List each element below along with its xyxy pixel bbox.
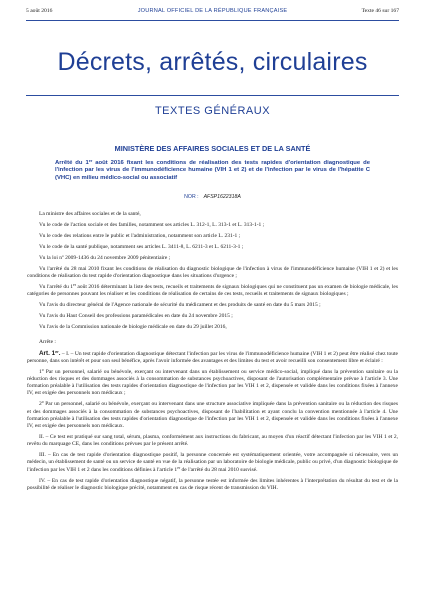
point-number: 1 xyxy=(39,368,42,375)
article-label xyxy=(39,350,60,357)
ordinal-sup: er xyxy=(177,465,181,470)
page-title: Décrets, arrêtés, circulaires xyxy=(57,48,368,76)
preamble-line: Vu l'avis du Haut Conseil des professions paramédicales en date du 24 novembre 2015 ; xyxy=(39,313,233,320)
section-text: de l'arrêté du 28 mai 2010 susvisé. xyxy=(180,466,258,473)
decree-title-prefix: Arrêté du 1 xyxy=(55,160,89,166)
nor-line xyxy=(0,194,425,200)
preamble-line: Vu l'arrêté du 28 mai 2010 fixant les conditions de réalisation du diagnostic biologique de l'infection à virus de l'immunodéficience humaine (VIH 1 et 2) et les conditions de réalisation du test rapide d'orientation diagnostique dans les situations d'urgence ; xyxy=(27,266,398,280)
document-body xyxy=(27,211,398,492)
section-heading: TEXTES GÉNÉRAUX xyxy=(154,105,271,117)
preamble-line: Vu le code de l'action sociale et des familles, notamment ses articles L. 312-1, L. 313-1 et L. 313-1-1 ; xyxy=(39,222,265,228)
text-number: Texte 46 sur 167 xyxy=(361,8,399,14)
journal-name: JOURNAL OFFICIEL DE LA RÉPUBLIQUE FRANÇAISE xyxy=(137,8,288,14)
preamble-line: Vu la loi nº 2009-1436 du 24 novembre 2009 pénitentiaire ; xyxy=(39,255,171,261)
title-rule xyxy=(26,95,399,96)
article-section: II. – Ce test est pratiqué sur sang total, sérum, plasma, conformément aux instructions du fabricant, au moyen d'un réactif détectant l'infection par les VIH 1 et 2, revêtu du marquage CE, dans les conditions prévues par le présent arrêté. xyxy=(27,434,398,448)
article-section xyxy=(27,452,398,474)
decree-title-sup: er xyxy=(88,158,93,163)
preamble-line: La ministre des affaires sociales et de la santé, xyxy=(39,211,141,217)
publication-date: 5 août 2016 xyxy=(26,8,53,14)
article-section: IV. – En cas de test rapide d'orientation diagnostique négatif, la personne testée est informée des limites inhérentes à l'interprétation du résultat du test et de la possibilité de réaliser le diagnostic biologique précité, notamment en cas de risque récent de transmission du VIH. xyxy=(27,477,398,491)
point-text: Par un personnel, salarié ou bénévole, exerçant ou intervenant dans un établissement ou service médico-social, impliqué dans la prévention sanitaire ou la réduction des risques et des dommages associés à la consommation de substances psychoactives, disposant de l'autorisation complémentaire prévue à l'article 3. Une formation préalable à l'utilisation des tests rapides d'orientation diagnostique de l'infection par les VIH 1 et 2, dispensée et validée dans les conditions fixées à l'annexe IV, est exigée des personnels non médicaux ; xyxy=(27,368,398,397)
article-intro: – I. – Un test rapide d'orientation diagnostique détectant l'infection par les virus de l'immunodéficience humaine (VIH 1 et 2) peut être réalisé chez toute personne, dans son intérêt et pour son seul bénéfice, après l'avoir informée des avantages et des limites du test et avoir recueilli son consentement libre et éclairé : xyxy=(27,350,398,364)
ordinal-sup: er xyxy=(55,349,59,354)
article-point xyxy=(27,401,398,430)
decree-title-text: août 2016 fixant les conditions de réalisation des tests rapides d'orientation diagnostique de l'infection par les virus de l'immunodéficience humaine (VIH 1 et 2) et de l'infection par le virus de l'hépatite C (VHC) en milieu médico-social ou associatif xyxy=(55,160,370,181)
ordinal-sup: o xyxy=(41,367,44,372)
preamble-line xyxy=(27,284,398,298)
article-1 xyxy=(27,350,398,365)
nor-value: AFSP1622318A xyxy=(203,194,241,200)
preamble-line: Vu le code de la santé publique, notamment ses articles L. 3411-8, L. 6211-3 et L. 6211-3-1 ; xyxy=(39,244,244,250)
ordinal-sup: er xyxy=(73,283,76,288)
preamble-line: Vu l'avis du directeur général de l'Agence nationale de sécurité du médicament et des produits de santé en date du 5 mars 2015 ; xyxy=(39,302,321,309)
preamble-line: Vu l'avis de la Commission nationale de biologie médicale en date du 29 juillet 2016, xyxy=(39,324,227,331)
preamble-text: Vu l'arrêté du 1 xyxy=(39,284,74,291)
section-text: III. – En cas de test rapide d'orientation diagnostique positif, la personne concernée est systématiquement orientée, votre accompagnée si nécessaire, vers un médecin, un établissement de santé ou un service de santé en vue de la réalisation par un laboratoire de biologie médicale, public ou privé, d'un diagnostic biologique de l'infection par les VIH 1 et 2 dans les conditions définies à l'article 1 xyxy=(27,452,398,473)
ordinal-sup: o xyxy=(41,400,44,405)
decree-title xyxy=(55,160,370,182)
arrete-label: Arrête : xyxy=(39,338,56,345)
preamble-text: août 2016 déterminant la liste des tests, recueils et traitements de signaux biologiques qui ne constituent pas un examen de biologie médicale, les catégories de personnes pouvant les réaliser et les conditions de réalisation de certains de ces tests, recueils et traitements de signaux biologiques ; xyxy=(27,284,398,298)
preamble-line: Vu le code des relations entre le public et l'administration, notamment son article L. 231-1 ; xyxy=(39,233,241,239)
article-point xyxy=(27,369,398,398)
page-header xyxy=(26,8,399,20)
ministry-heading: MINISTÈRE DES AFFAIRES SOCIALES ET DE LA SANTÉ xyxy=(114,144,311,153)
article-label-dot: . xyxy=(58,349,61,357)
point-text: Par un personnel, salarié ou bénévole, exerçant ou intervenant dans une structure associative impliquée dans la prévention sanitaire ou la réduction des risques et des dommages associés à la consommation de substances psychoactives, disposant de l'habilitation et ayant conclu la convention mentionnée à l'article 4. Une formation préalable à l'utilisation des tests rapides d'orientation diagnostique de l'infection par les VIH 1 et 2, dispensée et validée dans les conditions fixées à l'annexe IV, est exigée des personnels non médicaux. xyxy=(27,401,398,430)
article-label-text: Art. 1 xyxy=(39,349,56,357)
header-rule xyxy=(26,20,399,21)
nor-label: NOR : xyxy=(184,194,199,200)
point-number: 2 xyxy=(39,401,42,408)
